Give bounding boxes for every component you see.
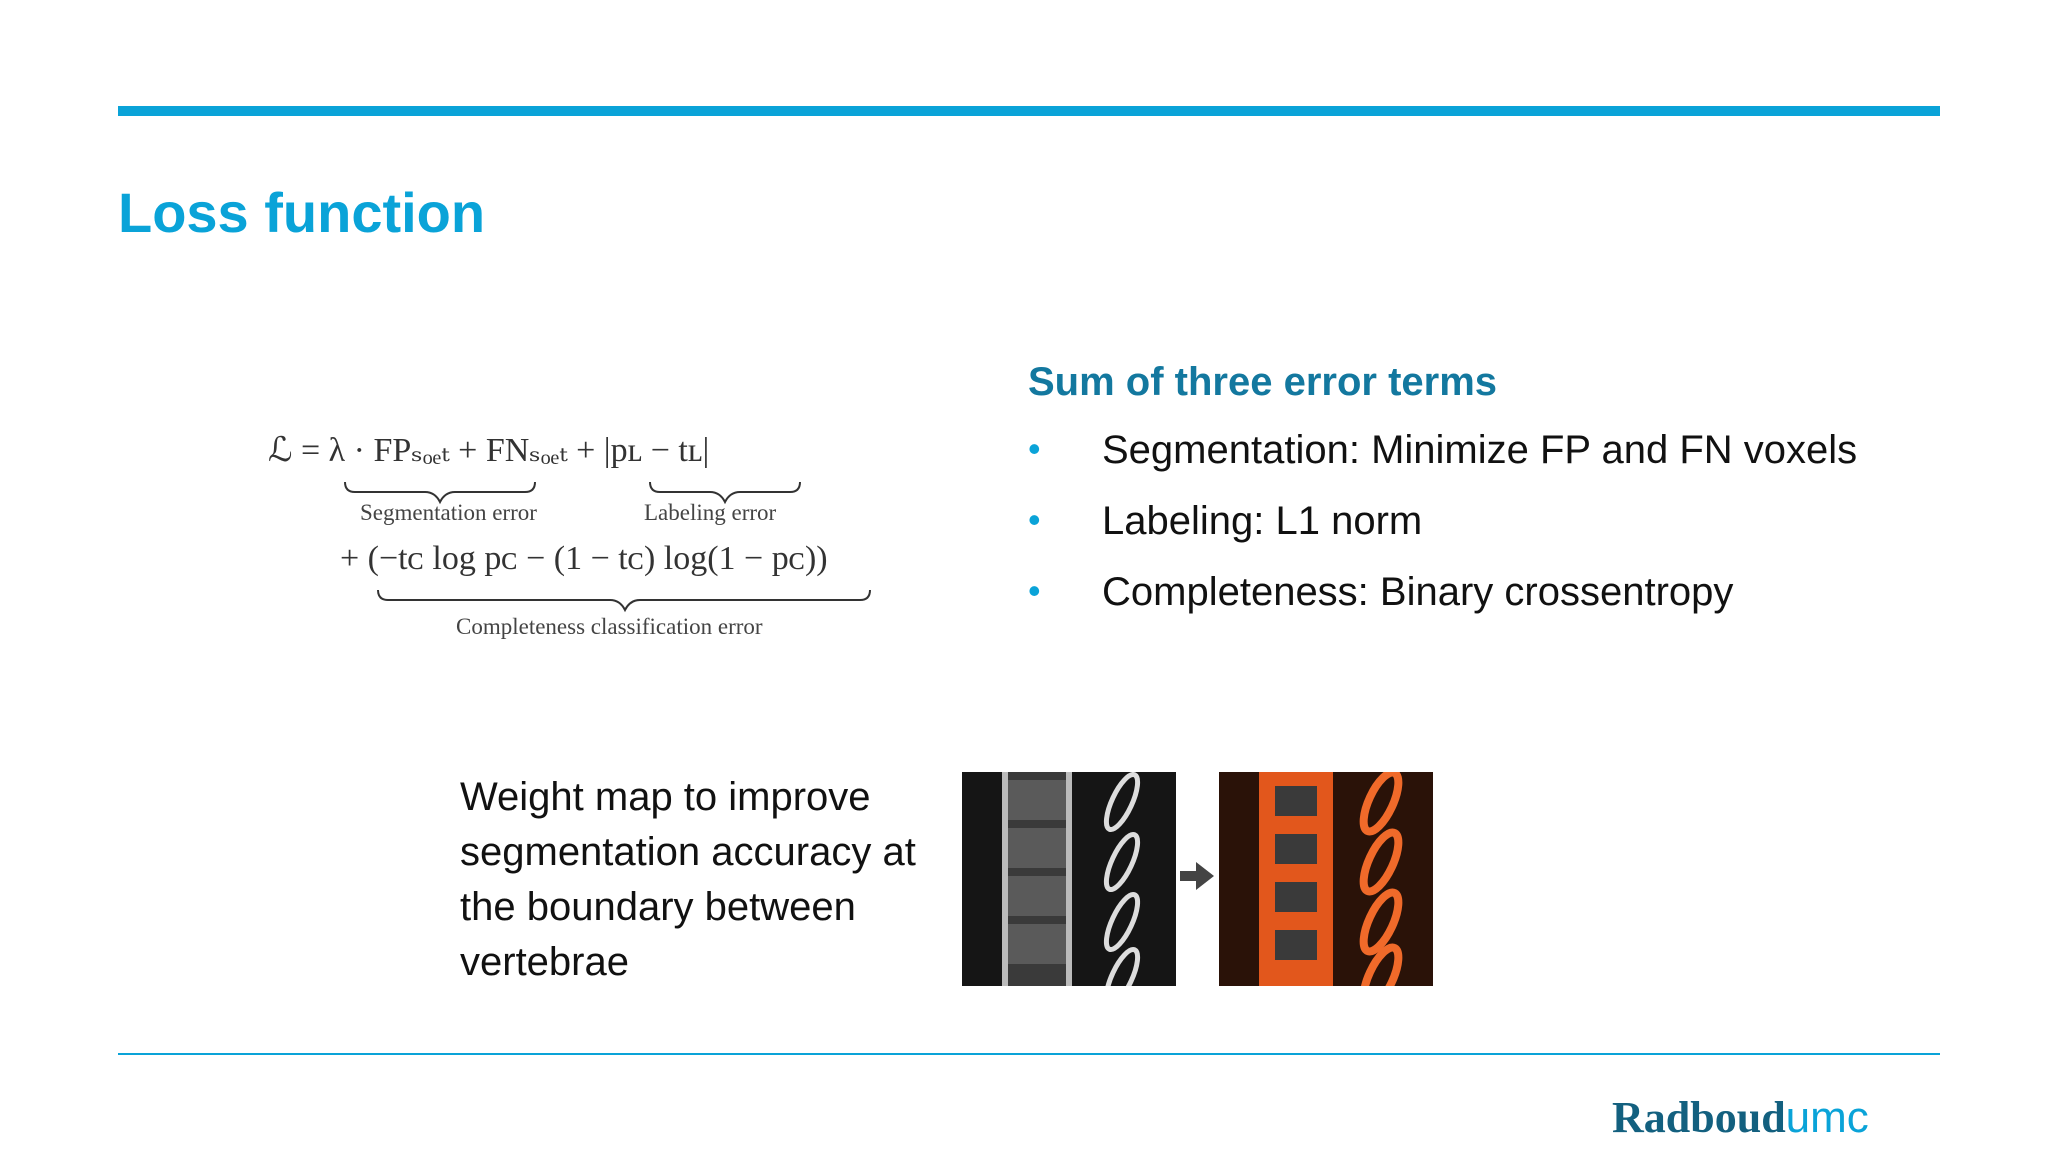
bullet-text: Segmentation: Minimize FP and FN voxels [1102,428,1858,472]
bullet-text: Labeling: L1 norm [1102,499,1423,543]
logo-text-radboud: Radboud [1612,1093,1786,1142]
slide-title: Loss function [118,181,486,244]
bullet-list [1028,428,1857,641]
spine-grayscale-illustration [962,772,1176,986]
bullet-dot-icon: • [1028,499,1041,540]
ct-scan-image [962,772,1176,986]
bullet-text: Completeness: Binary crossentropy [1102,570,1734,614]
bullet-dot-icon: • [1028,570,1041,611]
formula-line-2: + (−tᴄ log pᴄ − (1 − tᴄ) log(1 − pᴄ)) [340,540,828,577]
bullet-dot-icon: • [1028,428,1041,469]
radboudumc-logo [1612,1092,1869,1143]
weight-map-description: Weight map to improve segmentation accuracy at the boundary between vertebrae [460,775,916,984]
spine-weight-map-illustration [1219,772,1433,986]
arrow-right-icon [1180,862,1214,890]
loss-formula [260,420,900,660]
logo-text-umc: umc [1785,1093,1869,1142]
bullet-item [1028,428,1857,499]
label-segmentation-error: Segmentation error [360,500,537,525]
weight-map-image [1219,772,1433,986]
bullet-item [1028,499,1857,570]
top-divider [118,106,1940,116]
bullets-heading: Sum of three error terms [1028,360,1498,404]
label-completeness-error: Completeness classification error [456,614,763,639]
label-labeling-error: Labeling error [644,500,777,525]
bottom-divider [118,1053,1940,1055]
formula-line-1: ℒ = λ · FPₛₒₑₜ + FNₛₒₑₜ + |pʟ − tʟ| [268,432,710,469]
bullet-item [1028,570,1857,641]
